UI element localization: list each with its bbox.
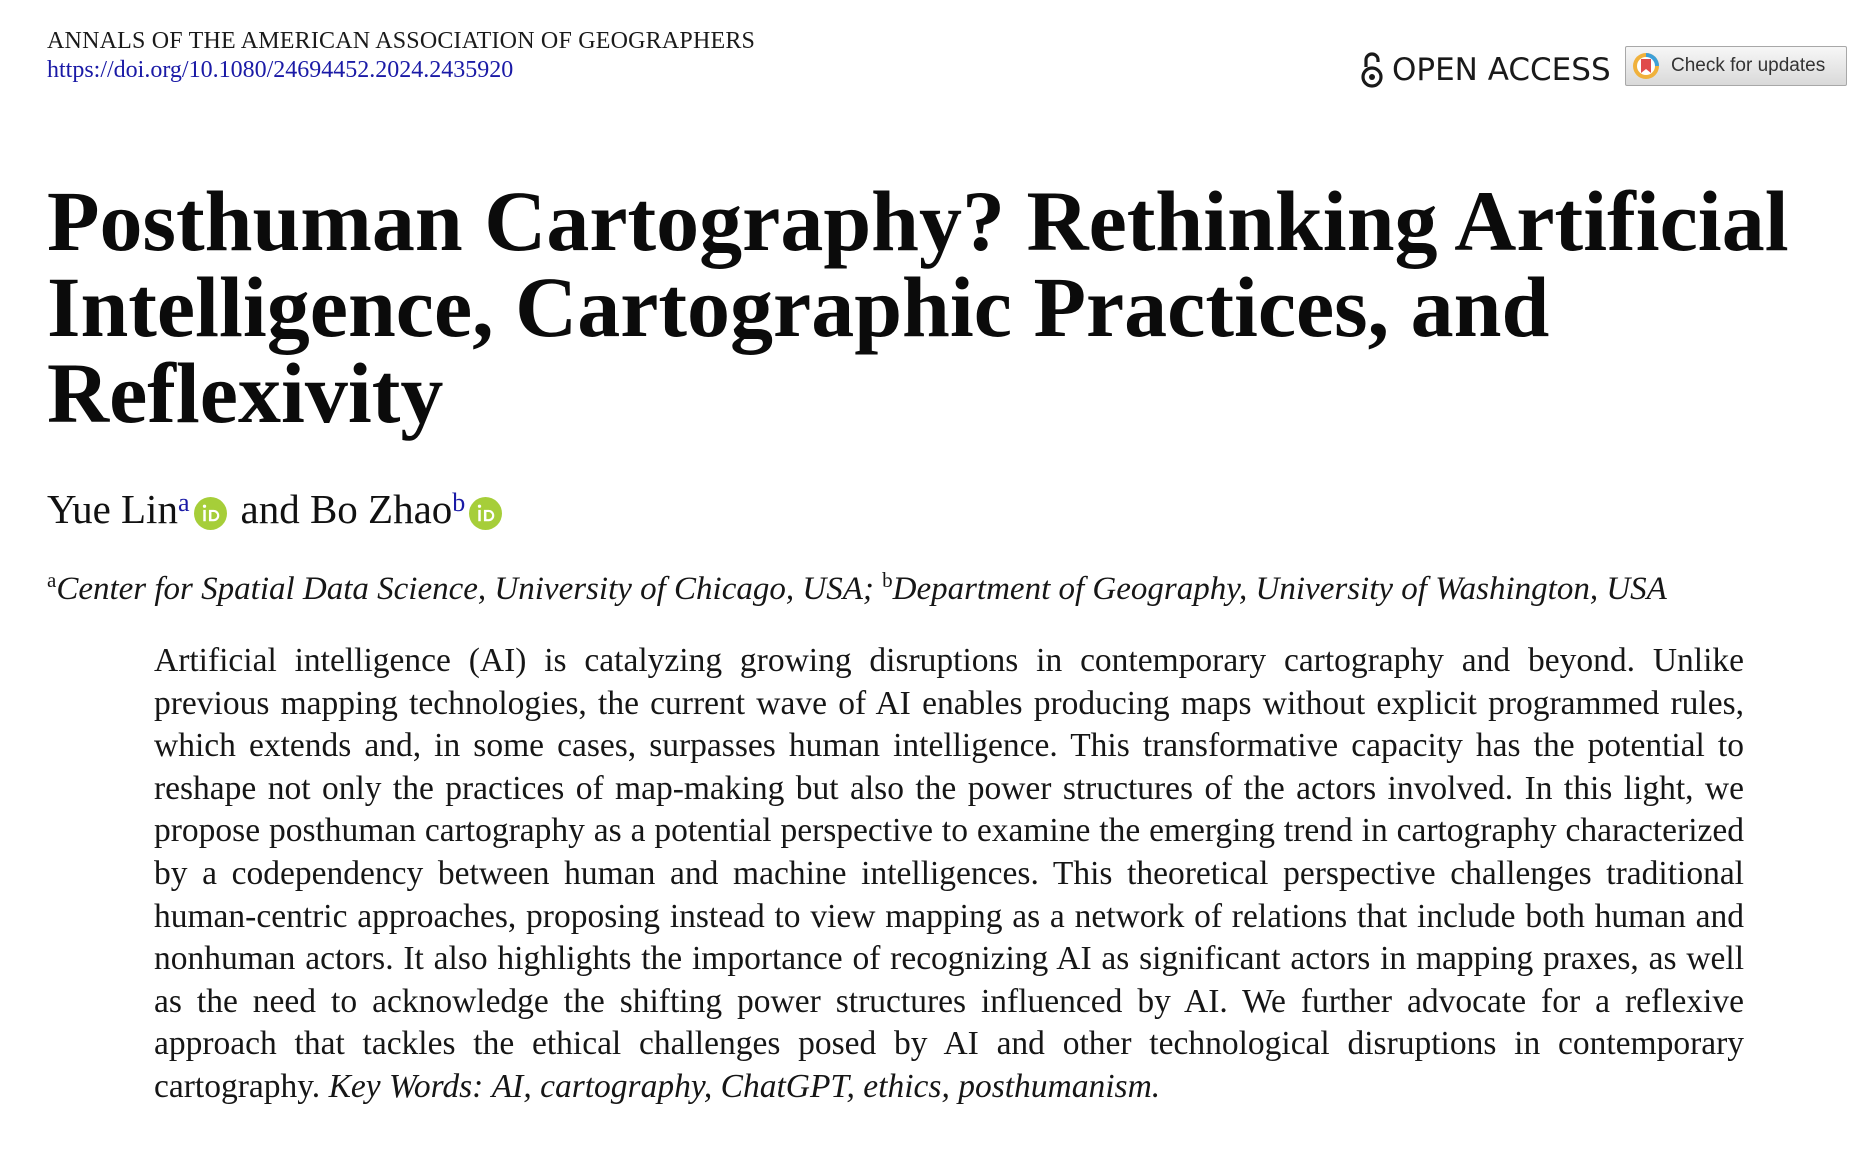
check-for-updates-button[interactable] [1625,46,1847,86]
article-title: Posthuman Cartography? Rethinking Artificial Intelligence, Cartographic Practices, and Reflexivity [47,173,1789,441]
keywords-list: AI, cartography, ChatGPT, ethics, posthumanism. [491,1067,1161,1105]
journal-name: ANNALS OF THE AMERICAN ASSOCIATION OF GEOGRAPHERS [47,28,756,54]
orcid-icon[interactable] [194,497,227,530]
affiliations [47,568,1667,608]
affiliation-text: Center for Spatial Data Science, University of Chicago, USA; [56,571,874,607]
author-affiliation-marker: b [452,488,466,517]
crossmark-icon [1631,51,1661,81]
affiliation-text: Department of Geography, University of Washington, USA [892,571,1667,607]
open-access-badge [1360,50,1611,90]
orcid-icon[interactable] [469,497,502,530]
abstract [154,640,1744,1109]
abstract-text: Artificial intelligence (AI) is catalyzing growing disruptions in contemporary cartography and beyond. Unlike previous mapping technologies, the current wave of AI enables producing maps without explicit programmed rules, which extends and, in some cases, surpasses human intelligence. This transformative capacity has the potential to reshape not only the practices of map-making but also the power structures of the actors involved. In this light, we propose posthuman cartography as a potential perspective to examine the emerging trend in cartography characterized by a codependency between human and machine intelligences. This theoretical perspective challenges traditional human-centric approaches, proposing instead to view mapping as a network of relations that include both human and nonhuman actors. It also highlights the importance of recognizing AI as significant actors in mapping praxes, as well as the need to acknowledge the shifting power structures influenced by AI. We further advocate for a reflexive approach that tackles the ethical challenges posed by AI and other technological disruptions in contemporary cartography. [154,642,1744,1105]
affiliation-marker: a [47,568,57,592]
affiliation-marker: b [882,568,893,592]
open-access-lock-icon [1360,50,1384,90]
open-access-label: OPEN ACCESS [1392,52,1611,88]
author-affiliation-marker: a [177,488,190,517]
check-for-updates-label: Check for updates [1671,55,1826,76]
doi-link[interactable]: https://doi.org/10.1080/24694452.2024.2435920 [47,57,514,83]
keywords-label: Key Words: [328,1067,484,1105]
author-name[interactable]: Bo Zhao [309,486,453,532]
author-list [47,484,516,534]
author-name[interactable]: Yue Lin [47,486,178,532]
author-connector: and [240,486,300,532]
